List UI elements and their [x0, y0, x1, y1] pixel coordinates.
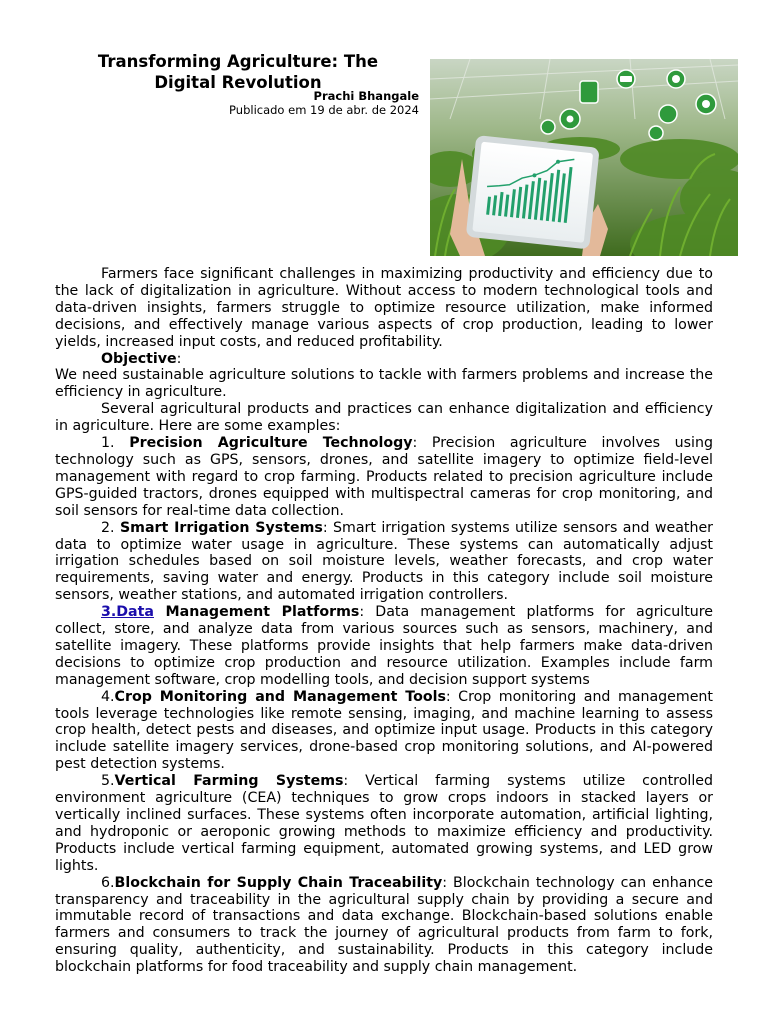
objective-colon: :	[176, 350, 182, 367]
author-name: Prachi Bhangale	[313, 89, 419, 103]
objective-text: We need sustainable agriculture solutions to tackle with farmers problems and increase the efficiency in agriculture.	[55, 367, 713, 401]
item-text: : Precision agriculture involves using technology such as GPS, sensors, drones, and satellite imagery to optimize field-level management with regard to crop farming. Products related to precision agriculture include GPS-guided tractors, drones equipped with multispectral cameras for crop monitoring, and soil sensors for real-time data collection.	[55, 435, 713, 519]
item-number: 1.	[101, 435, 130, 452]
list-item	[55, 875, 713, 976]
objective-heading	[55, 351, 713, 368]
item-number: 5.	[101, 773, 115, 790]
examples-intro: Several agricultural products and practices can enhance digitalization and efficiency in agriculture. Here are some examples:	[55, 401, 713, 435]
item-text: : Data management platforms for agriculture collect, store, and analyze data from various sources such as sensors, machinery, and satellite imagery. These platforms provide insights that help farmers make data-driven decisions to optimize crop production and resource utilization. Examples include farm management software, crop modelling tools, and decision support systems	[55, 604, 714, 688]
item-text: : Smart irrigation systems utilize sensors and weather data to optimize water usage in agriculture. These systems can automatically adjust irrigation schedules based on soil moisture levels, weather forecasts, and crop water requirements, saving water and energy. Products in this category include soil moisture sensors, weather stations, and automated irrigation controllers.	[55, 519, 714, 604]
title-line-2: Digital Revolution	[154, 73, 322, 92]
publish-date: Publicado em 19 de abr. de 2024	[229, 103, 419, 117]
intro-paragraph-block	[55, 131, 713, 351]
list-item	[55, 520, 713, 605]
item-text: : Crop monitoring and management tools leverage technologies like remote sensing, imaging, and machine learning to assess crop health, detect pests and diseases, and optimize input usage. Products in this category include satellite imagery services, drone-based crop monitoring solutions, and AI-powered pest detection systems.	[55, 688, 713, 773]
data-link[interactable]: 3.Data	[101, 604, 154, 621]
item-heading: Precision Agriculture Technology	[129, 435, 413, 452]
article-title	[55, 51, 421, 93]
item-number: 6.	[101, 874, 115, 891]
item-heading: Blockchain for Supply Chain Traceability	[114, 874, 443, 891]
intro-paragraph: Farmers face significant challenges in maximizing productivity and efficiency due to the lack of digitalization in agriculture. Without access to modern technological tools and data-driven insights, farmers struggle to optimize resource utilization, make informed decisions, and effectively manage various aspects of crop production, leading to lower yields, increased input costs, and reduced profitability.	[55, 266, 713, 350]
float-spacer	[127, 131, 419, 266]
item-number: 4.	[101, 688, 115, 705]
item-number: 2.	[101, 519, 120, 536]
article-body	[55, 131, 713, 976]
title-line-1: Transforming Agriculture: The	[97, 52, 379, 71]
list-item	[55, 435, 713, 520]
item-heading: Management Platforms	[153, 604, 360, 621]
item-heading: Smart Irrigation Systems	[119, 519, 323, 536]
item-heading: Crop Monitoring and Management Tools	[114, 688, 446, 705]
list-item	[55, 773, 713, 874]
item-heading: Vertical Farming Systems	[114, 773, 344, 790]
list-item	[55, 689, 713, 774]
objective-label: Objective	[101, 350, 177, 367]
list-item	[55, 604, 713, 689]
item-text: : Vertical farming systems utilize controlled environment agriculture (CEA) techniques to grow crops indoors in stacked layers or vertically inclined surfaces. These systems often incorporate automation, artificial lighting, and hydroponic or aeroponic growing methods to maximize efficiency and productivity. Products include vertical farming equipment, automated growing systems, and LED grow lights.	[55, 773, 713, 874]
item-text: : Blockchain technology can enhance transparency and traceability in the agricultural supply chain by providing a secure and immutable record of transactions and data exchange. Blockchain-based solutions enable farmers and consumers to track the journey of agricultural products from farm to fork, ensuring quality, authenticity, and sustainability. Products in this category include blockchain platforms for food traceability and supply chain management.	[55, 874, 713, 976]
